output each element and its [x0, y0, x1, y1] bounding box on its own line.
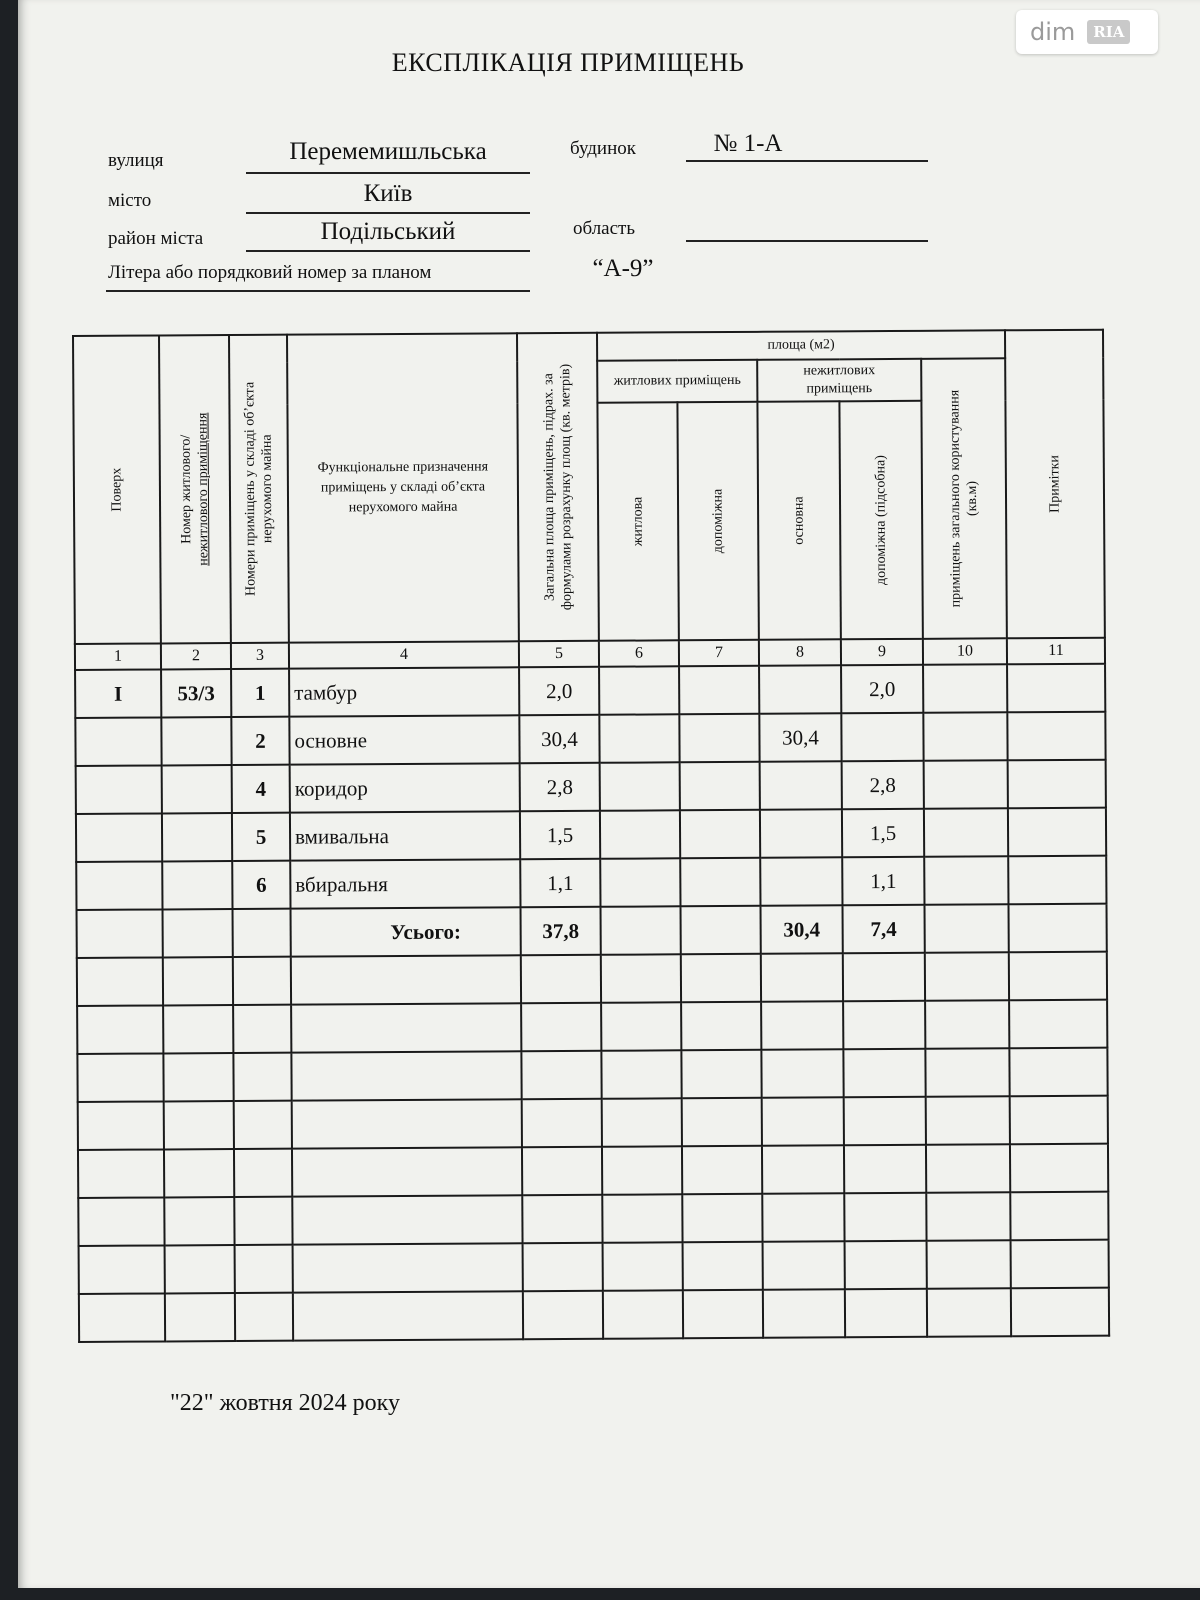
- region-underline: [686, 240, 928, 242]
- cell-common: [924, 808, 1008, 857]
- cell-room-name: коридор: [290, 763, 520, 812]
- totals-row: [77, 904, 1107, 958]
- cell-auxiliary: [680, 858, 760, 906]
- cell-room-number: 5: [232, 813, 290, 861]
- empty-row: [79, 1240, 1109, 1294]
- cell-common: [924, 856, 1008, 905]
- header-main: основна: [757, 401, 840, 639]
- cell-living: [599, 666, 679, 714]
- document-title: ЕКСПЛІКАЦІЯ ПРИМІЩЕНЬ: [391, 48, 745, 77]
- cell-room-name: вмивальна: [290, 811, 520, 860]
- header-nonresidential: нежитлових приміщень: [757, 359, 921, 402]
- empty-row: [79, 1288, 1109, 1342]
- cell-unit: [162, 861, 232, 909]
- totals-main: 30,4: [760, 905, 842, 954]
- table-row: [76, 856, 1106, 910]
- cell-main: [760, 857, 842, 906]
- cell-note: [1007, 664, 1105, 713]
- header-room-numbers: Номери приміщень у складі об’єкта нерухомого майна: [229, 335, 289, 643]
- street-label: вулиця: [108, 150, 164, 171]
- header-area-group: площа (м2): [597, 330, 1005, 360]
- cell-util: 1,5: [842, 809, 924, 858]
- cell-floor: [76, 861, 162, 910]
- column-number: 11: [1007, 638, 1105, 665]
- cell-main: [760, 761, 842, 810]
- cell-floor: [76, 813, 162, 862]
- building-label: будинок: [570, 138, 636, 159]
- totals-total-area: 37,8: [521, 907, 601, 955]
- cell-total-area: 2,0: [519, 667, 599, 715]
- cell-note: [1007, 712, 1105, 761]
- letter-underline: [106, 290, 530, 292]
- column-number: 1: [75, 643, 161, 670]
- district-label: район міста: [108, 228, 204, 249]
- empty-row: [77, 952, 1107, 1006]
- street-value: Перемемишльська: [289, 138, 487, 165]
- cell-living: [599, 714, 679, 762]
- document-date: "22" жовтня 2024 року: [170, 1390, 401, 1416]
- cell-common: [923, 664, 1007, 713]
- column-number: 9: [841, 639, 923, 666]
- cell-unit: [162, 813, 232, 861]
- cell-total-area: 2,8: [520, 763, 600, 811]
- cell-living: [600, 858, 680, 906]
- cell-auxiliary: [679, 714, 759, 762]
- cell-floor: [76, 765, 162, 814]
- empty-row: [78, 1096, 1108, 1150]
- cell-note: [1008, 856, 1106, 905]
- cell-common: [923, 712, 1007, 761]
- cell-main: [759, 665, 841, 714]
- cell-room-number: 1: [231, 669, 289, 717]
- cell-living: [600, 762, 680, 810]
- cell-floor: I: [75, 669, 161, 718]
- city-underline: [246, 212, 530, 214]
- totals-util: 7,4: [842, 905, 924, 954]
- cell-auxiliary: [680, 762, 760, 810]
- city-value: Київ: [363, 180, 413, 207]
- district-underline: [246, 250, 530, 252]
- letter-label: Літера або порядковий номер за планом: [108, 262, 432, 283]
- region-label: область: [573, 218, 636, 239]
- building-underline: [686, 160, 928, 162]
- column-number: 4: [289, 641, 519, 668]
- column-number: 10: [923, 638, 1007, 665]
- cell-note: [1008, 760, 1106, 809]
- cell-util: [841, 713, 923, 762]
- cell-util: 2,0: [841, 665, 923, 714]
- cell-room-name: основне: [289, 715, 519, 764]
- district-value: Подільський: [320, 218, 456, 245]
- table-row: [75, 712, 1105, 766]
- header-notes: Примітки: [1005, 330, 1105, 639]
- cell-total-area: 1,1: [520, 859, 600, 907]
- totals-label: Усього:: [291, 907, 521, 956]
- header-living: житлова: [597, 402, 678, 640]
- column-number: 3: [231, 643, 289, 669]
- header-residential: житлових приміщень: [597, 360, 757, 403]
- table-row: [76, 808, 1106, 862]
- cell-room-number: 4: [232, 765, 290, 813]
- cell-room-number: 2: [231, 717, 289, 765]
- column-number: 5: [519, 641, 599, 667]
- header-common-use: приміщень загального користування (кв.м): [921, 358, 1007, 639]
- cell-total-area: 1,5: [520, 811, 600, 859]
- watermark-brand: RIA: [1087, 20, 1130, 44]
- table-row: [76, 760, 1106, 814]
- column-number: 8: [759, 639, 841, 666]
- empty-row: [77, 1048, 1107, 1102]
- column-number: 7: [679, 640, 759, 666]
- header-auxiliary: допоміжна: [677, 402, 758, 640]
- cell-unit: [161, 717, 231, 765]
- cell-util: 1,1: [842, 857, 924, 906]
- cell-auxiliary: [679, 666, 759, 714]
- column-number: 2: [161, 643, 231, 669]
- cell-living: [600, 810, 680, 858]
- table-row: [75, 664, 1105, 718]
- empty-row: [77, 1000, 1107, 1054]
- cell-common: [924, 760, 1008, 809]
- cell-main: 30,4: [759, 713, 841, 762]
- cell-room-number: 6: [232, 861, 290, 909]
- empty-row: [78, 1192, 1108, 1246]
- building-value: № 1-А: [713, 130, 783, 157]
- header-auxiliary-util: допоміжна (підсобна): [839, 401, 922, 639]
- cell-room-name: тамбур: [289, 667, 519, 716]
- header-total-area: Загальна площа приміщень, підрах. за формулами розрахунку площ (кв. метрів): [517, 333, 599, 641]
- header-unit-number: Номер житлового/ нежитлового приміщення: [159, 335, 231, 643]
- street-underline: [246, 172, 530, 174]
- city-label: місто: [108, 190, 152, 211]
- cell-total-area: 30,4: [519, 715, 599, 763]
- cell-auxiliary: [680, 810, 760, 858]
- cell-note: [1008, 808, 1106, 857]
- header-floor: Поверх: [73, 335, 161, 644]
- cell-room-name: вбиральня: [290, 859, 520, 908]
- cell-util: 2,8: [842, 761, 924, 810]
- cell-floor: [75, 717, 161, 766]
- explication-table: [72, 329, 1110, 1343]
- empty-row: [78, 1144, 1108, 1198]
- cell-main: [760, 809, 842, 858]
- header-function: Функціональне призначення приміщень у складі об’єкта нерухомого майна: [287, 333, 519, 642]
- cell-unit: 53/3: [161, 669, 231, 717]
- letter-value: “А-9”: [592, 255, 654, 282]
- watermark-text: dim: [1030, 18, 1076, 46]
- column-number: 6: [599, 640, 679, 666]
- cell-unit: [162, 765, 232, 813]
